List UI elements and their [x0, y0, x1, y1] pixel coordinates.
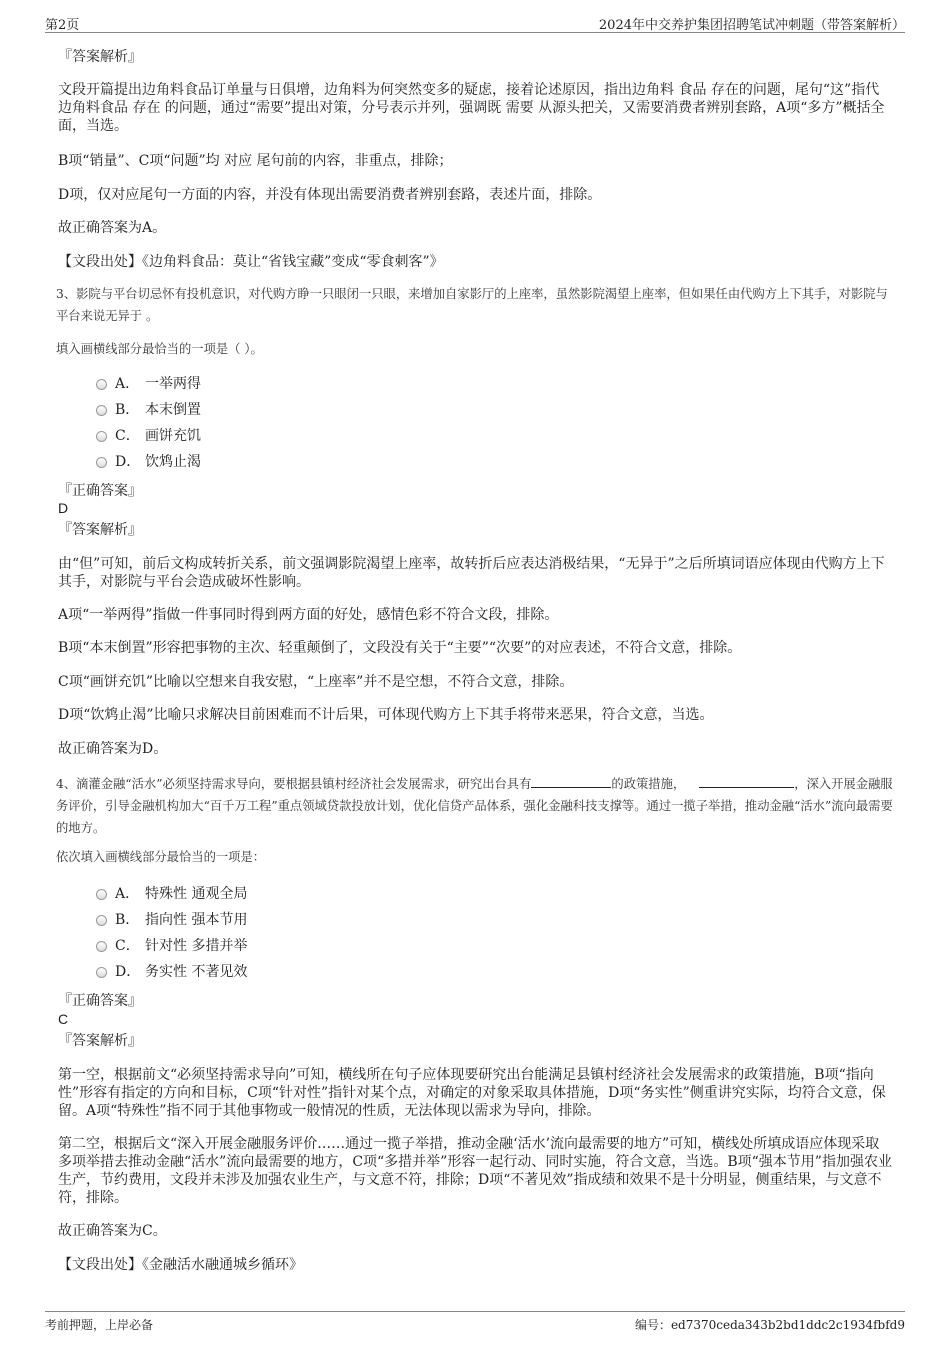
q3-answer: D [58, 500, 69, 516]
q3-option-d[interactable]: D． 饮鸩止渴 [96, 452, 201, 472]
q2-analysis-p3: D项，仅对应尾句一方面的内容，并没有体现出需要消费者辨别套路，表述片面，排除。 [58, 187, 602, 203]
q4-analysis-label: 『答案解析』 [58, 1033, 142, 1049]
document-code: 编号：ed7370ceda343b2bd1ddc2c1934fbfd9 [634, 1318, 905, 1332]
q2-analysis-p1: 文段开篇提出边角料食品订单量与日俱增，边角料为何突然变多的疑虑，接着论述原因，指出边角料 食品 存在的问题，尾句“这”指代边角料食品 存在 的问题，通过“需要”提出对策，分号表示并列，强调既 需要 从源头把关，又需要消费者辨别套路，A项“多方”概括全面，当选。 [58, 82, 885, 134]
footer-slogan: 考前押题，上岸必备 [45, 1318, 154, 1332]
page-header [45, 12, 905, 33]
q4-option-c[interactable]: C． 针对性 多措并举 [96, 936, 247, 956]
q3-analysis-p2: A项“一举两得”指做一件事同时得到两方面的好处，感情色彩不符合文段，排除。 [58, 607, 559, 623]
q3-analysis-label: 『答案解析』 [58, 522, 142, 538]
q4-option-d[interactable]: D． 务实性 不著见效 [96, 962, 247, 982]
document-title: 2024年中交养护集团招聘笔试冲刺题（带答案解析） [598, 18, 905, 33]
q2-analysis-label: 『答案解析』 [58, 49, 142, 65]
q3-conclusion: 故正确答案为D。 [58, 741, 168, 757]
q4-analysis-p1: 第一空，根据前文“必须坚持需求导向”可知，横线所在句子应体现要研究出台能满足县镇村经济社会发展需求的政策措施，B项“指向性”形容有指定的方向和目标，C项“针对性”指针对某个点，对确定的对象采取具体措施，D项“务实性”侧重讲究实际，均符合文意，保留。A项“特殊性”指不同于其他事物或一般情况的性质，无法体现以需求为导向，排除。 [58, 1067, 886, 1119]
blank-2 [699, 775, 794, 788]
radio-icon[interactable] [96, 431, 107, 442]
page-number: 第2页 [45, 18, 80, 33]
q2-source: 【文段出处】《边角料食品：莫让“省钱宝藏”变成“零食刺客”》 [58, 254, 444, 270]
radio-icon[interactable] [96, 379, 107, 390]
q4-conclusion: 故正确答案为C。 [58, 1223, 167, 1239]
radio-icon[interactable] [96, 941, 107, 952]
q4-prompt: 依次填入画横线部分最恰当的一项是： [56, 850, 266, 864]
radio-icon[interactable] [96, 405, 107, 416]
q3-option-a[interactable]: A． 一举两得 [96, 374, 201, 394]
radio-icon[interactable] [96, 889, 107, 900]
blank-1 [531, 775, 611, 788]
q4-option-a[interactable]: A． 特殊性 通观全局 [96, 884, 247, 904]
radio-icon[interactable] [96, 915, 107, 926]
q3-option-c[interactable]: C． 画饼充饥 [96, 426, 201, 446]
q3-prompt: 填入画横线部分最恰当的一项是（ ）。 [56, 342, 263, 356]
q4-source: 【文段出处】《金融活水融通城乡循环》 [58, 1257, 303, 1273]
q3-option-b[interactable]: B． 本末倒置 [96, 400, 201, 420]
q3-stem: 3、影院与平台切忌怀有投机意识，对代购方睁一只眼闭一只眼，来增加自家影厅的上座率，虽然影院渴望上座率，但如果任由代购方上下其手，对影院与平台来说无异于 。 [56, 287, 888, 323]
q2-analysis-p2: B项“销量”、C项“问题”均 对应 尾句前的内容，非重点，排除； [58, 153, 453, 169]
q4-stem: 4、滴灌金融“活水”必须坚持需求导向，要根据县镇村经济社会发展需求，研究出台具有 的政策措施， ，深入开展金融服务评价，引导金融机构加大“百千万工程”重点领域贷款投放计划，优化信贷产品体系，强化金融科技支撑等。通过一揽子举措，推动金融“活水”流向最需要的地方。 [56, 777, 893, 835]
q3-answer-label: 『正确答案』 [58, 483, 142, 499]
q2-conclusion: 故正确答案为A。 [58, 220, 167, 236]
q4-analysis-p2: 第二空，根据后文“深入开展金融服务评价……通过一揽子举措，推动金融‘活水’流向最需要的地方”可知，横线处所填成语应体现采取多项举措去推动金融“活水”流向最需要的地方，C项“多措并举”形容一起行动、同时实施，符合文意，当选。B项“强本节用”指加强农业生产，节约费用，文段并未涉及加强农业生产，与文意不符，排除；D项“不著见效”指成绩和效果不是十分明显，侧重结果，与文意不符，排除。 [58, 1136, 892, 1206]
q4-option-b[interactable]: B． 指向性 强本节用 [96, 910, 247, 930]
q3-analysis-p4: C项“画饼充饥”比喻以空想来自我安慰，“上座率”并不是空想，不符合文意，排除。 [58, 674, 574, 690]
q3-analysis-p1: 由“但”可知，前后文构成转折关系，前文强调影院渴望上座率，故转折后应表达消极结果，“无异于”之后所填词语应体现由代购方上下其手，对影院与平台会造成破坏性影响。 [58, 556, 885, 590]
q4-answer-label: 『正确答案』 [58, 993, 142, 1009]
page-footer [45, 1311, 905, 1334]
q4-answer: C [58, 1011, 69, 1027]
q3-analysis-p5: D项“饮鸩止渴”比喻只求解决目前困难而不计后果，可体现代购方上下其手将带来恶果，符合文意，当选。 [58, 707, 714, 723]
q3-analysis-p3: B项“本末倒置”形容把事物的主次、轻重颠倒了，文段没有关于“主要”“次要”的对应表述，不符合文意，排除。 [58, 640, 742, 656]
radio-icon[interactable] [96, 457, 107, 468]
radio-icon[interactable] [96, 967, 107, 978]
